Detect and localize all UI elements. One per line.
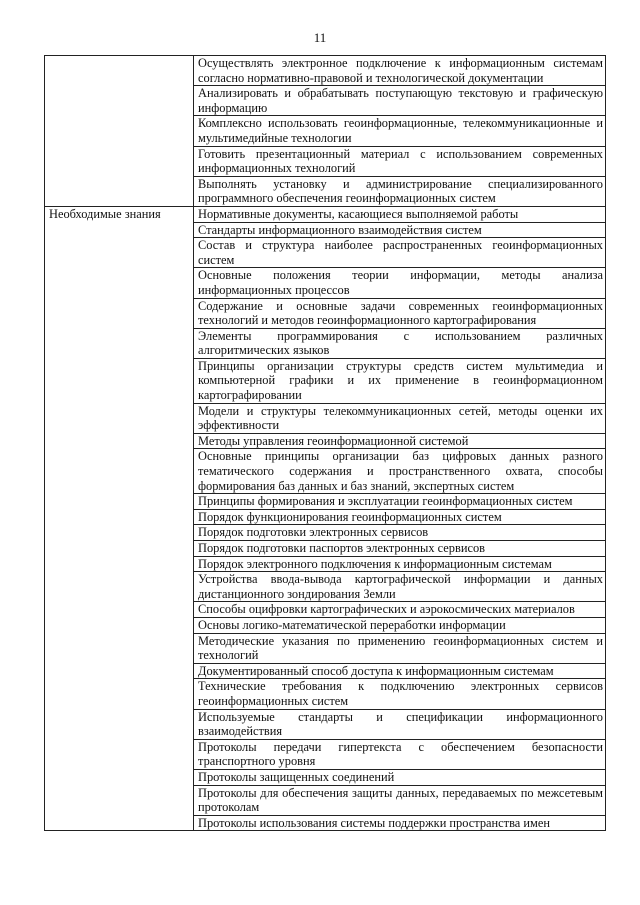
table-row [45, 56, 606, 86]
requirement-item: Способы оцифровки картографических и аэрокосмических материалов [194, 602, 606, 618]
requirement-item: Порядок электронного подключения к информационным системам [194, 556, 606, 572]
requirement-item: Протоколы использования системы поддержки пространства имен [194, 815, 606, 831]
requirement-item: Устройства ввода-вывода картографической информации и данных дистанционного зондирования Земли [194, 572, 606, 602]
requirement-item: Выполнять установку и администрирование специализированного программного обеспечения геоинформационных систем [194, 176, 606, 206]
requirement-item: Порядок подготовки электронных сервисов [194, 525, 606, 541]
requirement-item: Содержание и основные задачи современных геоинформационных технологий и методов геоинформационного картографирования [194, 298, 606, 328]
requirement-item: Документированный способ доступа к информационным системам [194, 663, 606, 679]
requirements-table [44, 55, 606, 831]
requirement-item: Порядок функционирования геоинформационных систем [194, 509, 606, 525]
requirement-item: Основы логико-математической переработки информации [194, 617, 606, 633]
requirement-item: Модели и структуры телекоммуникационных сетей, методы оценки их эффективности [194, 403, 606, 433]
table-row [45, 206, 606, 222]
requirement-item: Технические требования к подключению электронных сервисов геоинформационных систем [194, 679, 606, 709]
requirement-item: Протоколы для обеспечения защиты данных, передаваемых по межсетевым протоколам [194, 785, 606, 815]
requirement-item: Методические указания по применению геоинформационных систем и технологий [194, 633, 606, 663]
requirement-item: Протоколы передачи гипертекста с обеспечением безопасности транспортного уровня [194, 739, 606, 769]
requirement-item: Анализировать и обрабатывать поступающую текстовую и графическую информацию [194, 86, 606, 116]
requirement-item: Принципы организации структуры средств систем мультимедиа и компьютерной графики и их применение в геоинформационном картографировании [194, 358, 606, 403]
requirement-item: Состав и структура наиболее распространенных геоинформационных систем [194, 238, 606, 268]
requirement-item: Основные положения теории информации, методы анализа информационных процессов [194, 268, 606, 298]
requirement-item: Основные принципы организации баз цифровых данных разного тематического содержания и пространственного охвата, способы формирования баз данных и баз знаний, экспертных систем [194, 449, 606, 494]
requirement-item: Принципы формирования и эксплуатации геоинформационных систем [194, 494, 606, 510]
requirement-item: Элементы программирования с использованием различных алгоритмических языков [194, 328, 606, 358]
requirement-item: Осуществлять электронное подключение к информационным системам согласно нормативно-правовой и технологической документации [194, 56, 606, 86]
requirement-item: Нормативные документы, касающиеся выполняемой работы [194, 206, 606, 222]
requirement-item: Методы управления геоинформационной системой [194, 433, 606, 449]
requirement-item: Стандарты информационного взаимодействия систем [194, 222, 606, 238]
requirement-item: Используемые стандарты и спецификации информационного взаимодействия [194, 709, 606, 739]
requirement-item: Готовить презентационный материал с использованием современных информационных технологий [194, 146, 606, 176]
requirement-item: Порядок подготовки паспортов электронных сервисов [194, 541, 606, 557]
section-label [45, 56, 194, 207]
page-number: 11 [313, 30, 327, 45]
section-label: Необходимые знания [45, 206, 194, 830]
requirement-item: Комплексно использовать геоинформационные, телекоммуникационные и мультимедийные технологии [194, 116, 606, 146]
requirement-item: Протоколы защищенных соединений [194, 769, 606, 785]
